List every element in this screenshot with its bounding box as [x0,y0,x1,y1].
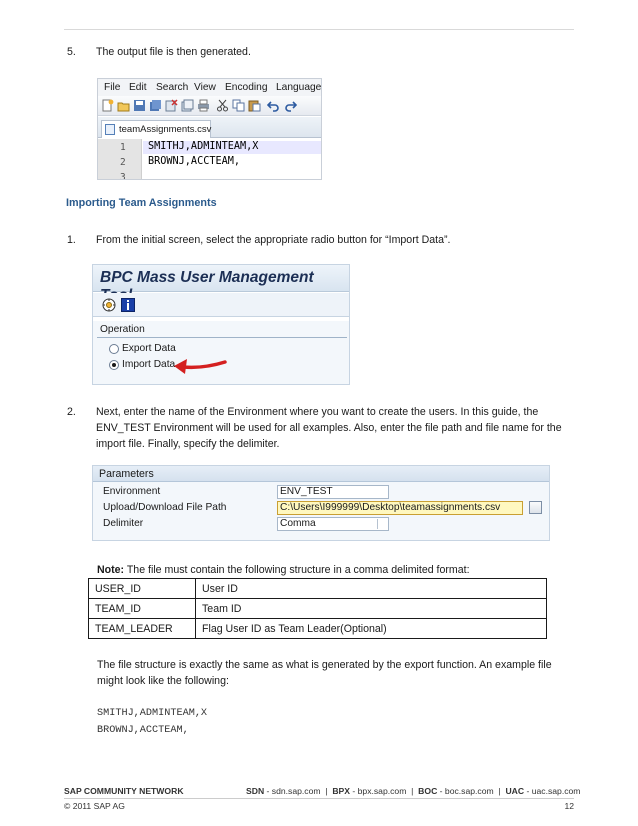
cut-icon[interactable] [216,99,229,112]
info-icon[interactable] [121,298,135,312]
line-number: 2 [120,157,126,168]
menu-view[interactable]: View [194,82,216,93]
note-label: Note: [97,564,125,576]
field-name-cell: TEAM_ID [89,599,196,619]
step-5 [67,44,567,60]
import-data-label[interactable]: Import Data [122,359,176,370]
step-2 [67,404,567,452]
file-path-input[interactable]: C:\Users\I999999\Desktop\teamassignments.csv [277,501,523,515]
paste-icon[interactable] [248,99,261,112]
parameters-screenshot [92,465,550,541]
close-all-icon[interactable] [181,99,194,112]
delimiter-label: Delimiter [103,518,144,529]
notepad-tabbar [98,117,321,138]
new-file-icon[interactable] [101,99,114,112]
bpc-title: BPC Mass User Management [100,269,314,286]
footer-rule [64,798,574,799]
table-row [89,579,547,599]
open-folder-icon[interactable] [117,99,130,112]
operation-label: Operation [100,324,145,335]
footer-link-abbr: BOC [418,786,438,796]
delimiter-select[interactable] [277,517,389,531]
delimiter-value: Comma [280,518,316,529]
notepad-screenshot [97,78,322,180]
dropdown-arrow-icon[interactable] [377,519,387,529]
footer-link[interactable]: bpx.sap.com [357,786,407,796]
import-data-radio[interactable] [109,360,119,370]
bpc-toolbar [93,293,349,317]
file-browse-icon[interactable] [529,501,542,514]
line-number: 3 [120,172,126,180]
menu-edit[interactable]: Edit [129,82,147,93]
save-all-icon[interactable] [149,99,162,112]
redo-icon[interactable] [284,99,297,112]
parameters-header [93,466,549,482]
field-desc-cell: Flag User ID as Team Leader(Optional) [196,619,547,639]
step-text: Next, enter the name of the Environment where you want to create the users. In this guide, the ENV_TEST Environment will be used for all examples. Also, enter the file path and file name for the import file. Finally, specify the delimiter. [96,406,562,450]
notepad-toolbar [98,96,321,116]
step-number: 1. [67,234,76,246]
export-data-radio[interactable] [109,344,119,354]
footer-copyright: © 2011 SAP AG [64,801,125,811]
close-file-icon[interactable] [165,99,178,112]
example-line: SMITHJ,ADMINTEAM,X [97,708,208,719]
table-row [89,599,547,619]
bpc-title-bar [93,265,349,292]
tab-label: teamAssignments.csv [119,124,212,135]
menu-language[interactable]: Language [276,82,322,93]
field-desc-cell: User ID [196,579,547,599]
footer-link-abbr: UAC [505,786,525,796]
parameters-heading: Parameters [99,468,154,480]
export-data-label[interactable]: Export Data [122,343,176,354]
footer-link[interactable]: boc.sap.com [444,786,494,796]
footer-network-label: SAP COMMUNITY NETWORK [64,786,184,796]
environment-label: Environment [103,486,161,497]
structure-paragraph: The file structure is exactly the same as what is generated by the export function. An example file might look like the following: [97,659,552,687]
step-number: 5. [67,46,76,58]
red-arrow-icon [171,355,227,377]
structure-table [88,578,547,639]
environment-input[interactable]: ENV_TEST [277,485,389,499]
field-name-cell: USER_ID [89,579,196,599]
top-rule [64,29,574,30]
menu-search[interactable]: Search [156,82,189,93]
execute-icon[interactable] [102,298,116,312]
footer-network [64,786,184,796]
field-desc-cell: Team ID [196,599,547,619]
step-1 [67,232,567,248]
file-icon [105,124,115,135]
note-text: The file must contain the following structure in a comma delimited format: [124,564,470,576]
code-line[interactable]: SMITHJ,ADMINTEAM,X [148,141,259,152]
menu-file[interactable]: File [104,82,121,93]
section-heading: Importing Team Assignments [66,197,217,209]
menu-encoding[interactable]: Encoding [225,82,268,93]
footer-links: SDN - sdn.sap.com | BPX - bpx.sap.com | BOC - boc.sap.com | UAC - uac.sap.com [246,786,581,796]
radio-selected-dot [112,363,116,367]
undo-icon[interactable] [267,99,280,112]
step-text: From the initial screen, select the appropriate radio button for “Import Data”. [96,234,451,246]
table-row [89,619,547,639]
bpc-tool-screenshot [92,264,350,385]
note [97,564,470,576]
footer-link[interactable]: uac.sap.com [531,786,581,796]
operation-divider [97,337,347,338]
footer-link-abbr: BPX [332,786,350,796]
footer-link-abbr: SDN [246,786,265,796]
step-number: 2. [67,406,76,418]
notepad-menubar [98,79,321,96]
step-text: The output file is then generated. [96,46,251,58]
copy-icon[interactable] [232,99,245,112]
tab-teamassignments[interactable] [101,120,211,138]
save-icon[interactable] [133,99,146,112]
file-path-label: Upload/Download File Path [103,502,227,513]
line-number: 1 [120,142,126,153]
code-line[interactable]: BROWNJ,ACCTEAM, [148,156,241,167]
page-number: 12 [564,801,574,811]
example-line: BROWNJ,ACCTEAM, [97,725,189,736]
field-name-cell: TEAM_LEADER [89,619,196,639]
print-icon[interactable] [197,99,210,112]
footer-link[interactable]: sdn.sap.com [271,786,321,796]
